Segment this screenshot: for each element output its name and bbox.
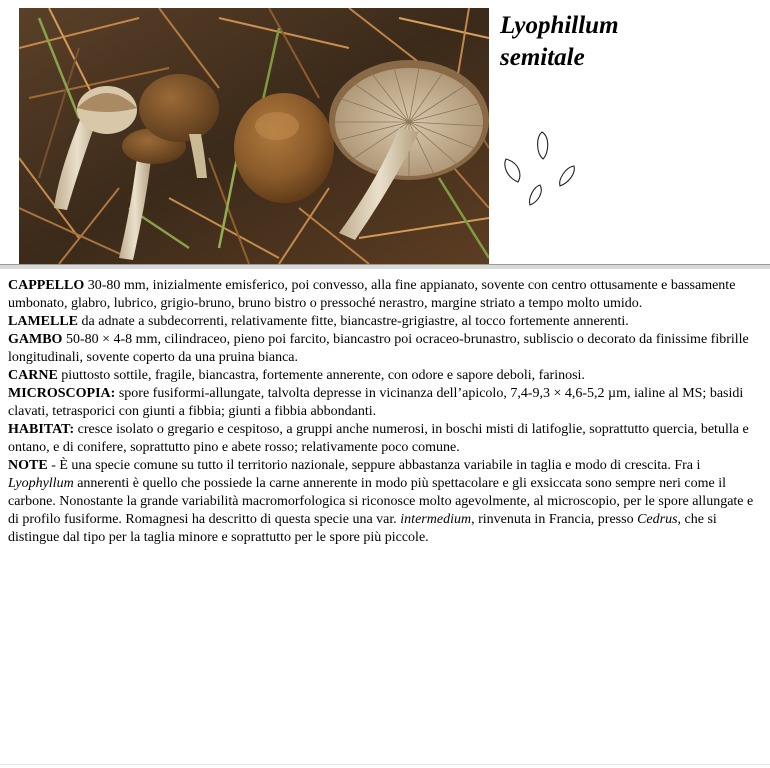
section-label: NOTE	[8, 458, 48, 473]
species-title	[500, 10, 760, 74]
section-microscopia	[8, 385, 760, 421]
spore-drawing	[500, 125, 590, 215]
note-variety: intermedium	[400, 512, 472, 527]
section-text: 30-80 mm, inizialmente emisferico, poi convesso, alla fine appianato, sovente con centro ottusamente e bassamente umbonato, glabro, lubrico, grigio-bruno, bruno bistro o pressoché nerastro, margine striato a tempo molto umido.	[8, 278, 736, 311]
section-cappello	[8, 277, 760, 313]
section-text: da adnate a subdecorrenti, relativamente fitte, biancastre-grigiastre, al tocco fortemente annerenti.	[78, 314, 629, 329]
section-lamelle	[8, 313, 760, 331]
section-carne	[8, 367, 760, 385]
section-label: LAMELLE	[8, 314, 79, 329]
note-text: - È una specie comune su tutto il territorio nazionale, seppure abbastanza variabile in taglia e modo di crescita. Fra i	[47, 458, 701, 473]
section-label: MICROSCOPIA:	[8, 386, 116, 401]
section-text: spore fusiformi-allungate, talvolta depresse in vicinanza dell’apicolo, 7,4-9,3 × 4,6-5,2 µm, ialine al MS; basidi clavati, tetrasporici con giunti a fibbia; giunti a fibbia abbondanti.	[8, 386, 744, 419]
section-label: HABITAT:	[8, 422, 75, 437]
species-epithet: semitale	[500, 44, 585, 71]
divider	[0, 264, 770, 270]
note-genus: Lyophyllum	[8, 476, 74, 491]
bottom-divider	[0, 764, 770, 765]
section-label: CAPPELLO	[8, 278, 85, 293]
section-label: CARNE	[8, 368, 58, 383]
section-note	[8, 457, 760, 547]
section-habitat	[8, 421, 760, 457]
section-text: cresce isolato o gregario e cespitoso, a gruppi anche numerosi, in boschi misti di latifoglie, soprattutto quercia, betulla e ontano, e di conifere, soprattutto pino e abete rosso; relativamente poco comune.	[8, 422, 749, 455]
section-text: 50-80 × 4-8 mm, cilindraceo, pieno poi farcito, biancastro poi ocraceo-brunastro, subliscio o decorato da finissime fibrille longitudinali, sovente coperto da una pruina bianca.	[8, 332, 749, 365]
note-text: , rinvenuta in Francia, presso	[471, 512, 638, 527]
note-text: , che si distingue dal tipo per la taglia minore e soprattutto per le spore più piccole.	[8, 512, 717, 545]
section-label: GAMBO	[8, 332, 63, 347]
section-text: piuttosto sottile, fragile, biancastra, fortemente annerente, con odore e sapore deboli, farinosi.	[57, 368, 585, 383]
section-gambo	[8, 331, 760, 367]
mushroom-photo	[19, 8, 489, 264]
note-host-genus: Cedrus	[637, 512, 678, 527]
note-text: annerenti è quello che possiede la carne annerente in modo più spettacolare e gli exsiccata sono sempre neri come il carbone. Nonostante la grande variabilità macromorfologica si riconosce molto agevolmente, al microscopio, per le spore allungate e di profilo fusiforme. Romagnesi ha descritto di questa specie una var.	[8, 476, 754, 527]
description	[8, 277, 760, 547]
genus-name: Lyophillum	[500, 12, 619, 39]
